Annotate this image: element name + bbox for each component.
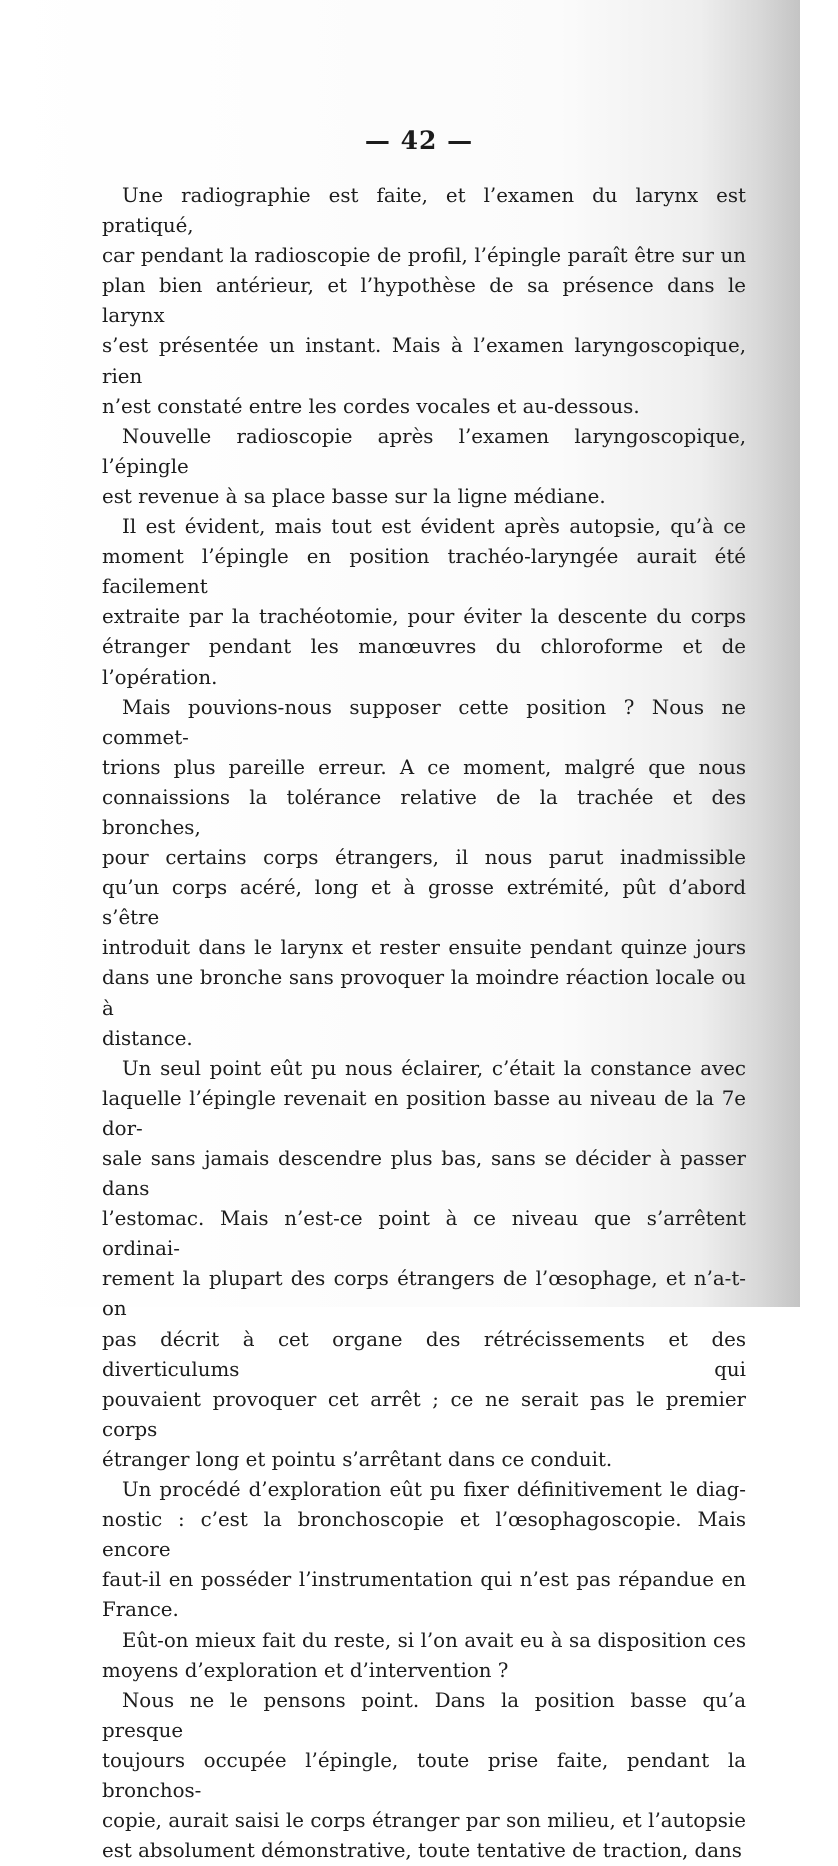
text-line: pouvaient provoquer cet arrêt ; ce ne serait pas le premier corps	[102, 1387, 746, 1441]
page-number: — 42 —	[364, 126, 474, 155]
text-line: Nouvelle radioscopie après l’examen laryngoscopique, l’épingle	[102, 424, 746, 478]
text-line: moment l’épingle en position trachéo-laryngée aurait été facilement	[102, 545, 746, 599]
text-line: laquelle l’épingle revenait en position basse au niveau de la 7e dor-	[102, 1086, 746, 1140]
body-text	[102, 181, 746, 1866]
text-line: est revenue à sa place basse sur la ligne médiane.	[102, 484, 606, 508]
text-line: s’est présentée un instant. Mais à l’examen laryngoscopique, rien	[102, 334, 746, 388]
text-line: pour certains corps étrangers, il nous parut inadmissible	[102, 846, 746, 870]
text-line: distance.	[102, 1026, 193, 1050]
text-line: rement la plupart des corps étrangers de l’œsophage, et n’a-t-on	[102, 1267, 746, 1321]
text-line: Nous ne le pensons point. Dans la position basse qu’a presque	[102, 1688, 746, 1742]
text-line: nostic : c’est la bronchoscopie et l’œsophagoscopie. Mais encore	[102, 1508, 746, 1562]
text-line: moyens d’exploration et d’intervention ?	[102, 1658, 509, 1682]
text-line: étranger long et pointu s’arrêtant dans ce conduit.	[102, 1447, 613, 1471]
text-line: extraite par la trachéotomie, pour éviter la descente du corps	[102, 605, 746, 629]
text-line: connaissions la tolérance relative de la trachée et des bronches,	[102, 785, 746, 839]
text-line: car pendant la radioscopie de profil, l’épingle paraît être sur un	[102, 244, 746, 268]
text-line: n’est constaté entre les cordes vocales et au-dessous.	[102, 394, 640, 418]
text-line: est absolument démonstrative, toute tentative de traction, dans	[102, 1839, 742, 1863]
text-line: sale sans jamais descendre plus bas, sans se décider à passer dans	[102, 1147, 746, 1201]
text-line: France.	[102, 1598, 179, 1622]
text-line: copie, aurait saisi le corps étranger par son milieu, et l’autopsie	[102, 1809, 746, 1833]
text-line: Un seul point eût pu nous éclairer, c’était la constance avec	[122, 1056, 746, 1080]
text-line: l’estomac. Mais n’est-ce point à ce niveau que s’arrêtent ordinai-	[102, 1207, 746, 1261]
text-line: introduit dans le larynx et rester ensuite pendant quinze jours	[102, 936, 746, 960]
text-line: plan bien antérieur, et l’hypothèse de sa présence dans le larynx	[102, 274, 746, 328]
text-line: Une radiographie est faite, et l’examen du larynx est pratiqué,	[102, 184, 746, 238]
text-line: trions plus pareille erreur. A ce moment, malgré que nous	[102, 755, 746, 779]
text-line: Un procédé d’exploration eût pu fixer définitivement le diag-	[122, 1478, 746, 1502]
text-line: Il est évident, mais tout est évident après autopsie, qu’à ce	[122, 515, 746, 539]
text-line: dans une bronche sans provoquer la moindre réaction locale ou à	[102, 966, 746, 1020]
text-line: qu’un corps acéré, long et à grosse extrémité, pût d’abord s’être	[102, 876, 746, 930]
text-line: Eût-on mieux fait du reste, si l’on avait eu à sa disposition ces	[122, 1628, 746, 1652]
text-line: toujours occupée l’épingle, toute prise faite, pendant la bronchos-	[102, 1748, 746, 1802]
text-line: faut-il en posséder l’instrumentation qui n’est pas répandue en	[102, 1568, 746, 1592]
text-line: pas décrit à cet organe des rétrécissements et des diverticulums qui	[102, 1327, 746, 1381]
text-line: étranger pendant les manœuvres du chloroforme et de l’opération.	[102, 635, 746, 689]
text-line: Mais pouvions-nous supposer cette position ? Nous ne commet-	[102, 695, 746, 749]
